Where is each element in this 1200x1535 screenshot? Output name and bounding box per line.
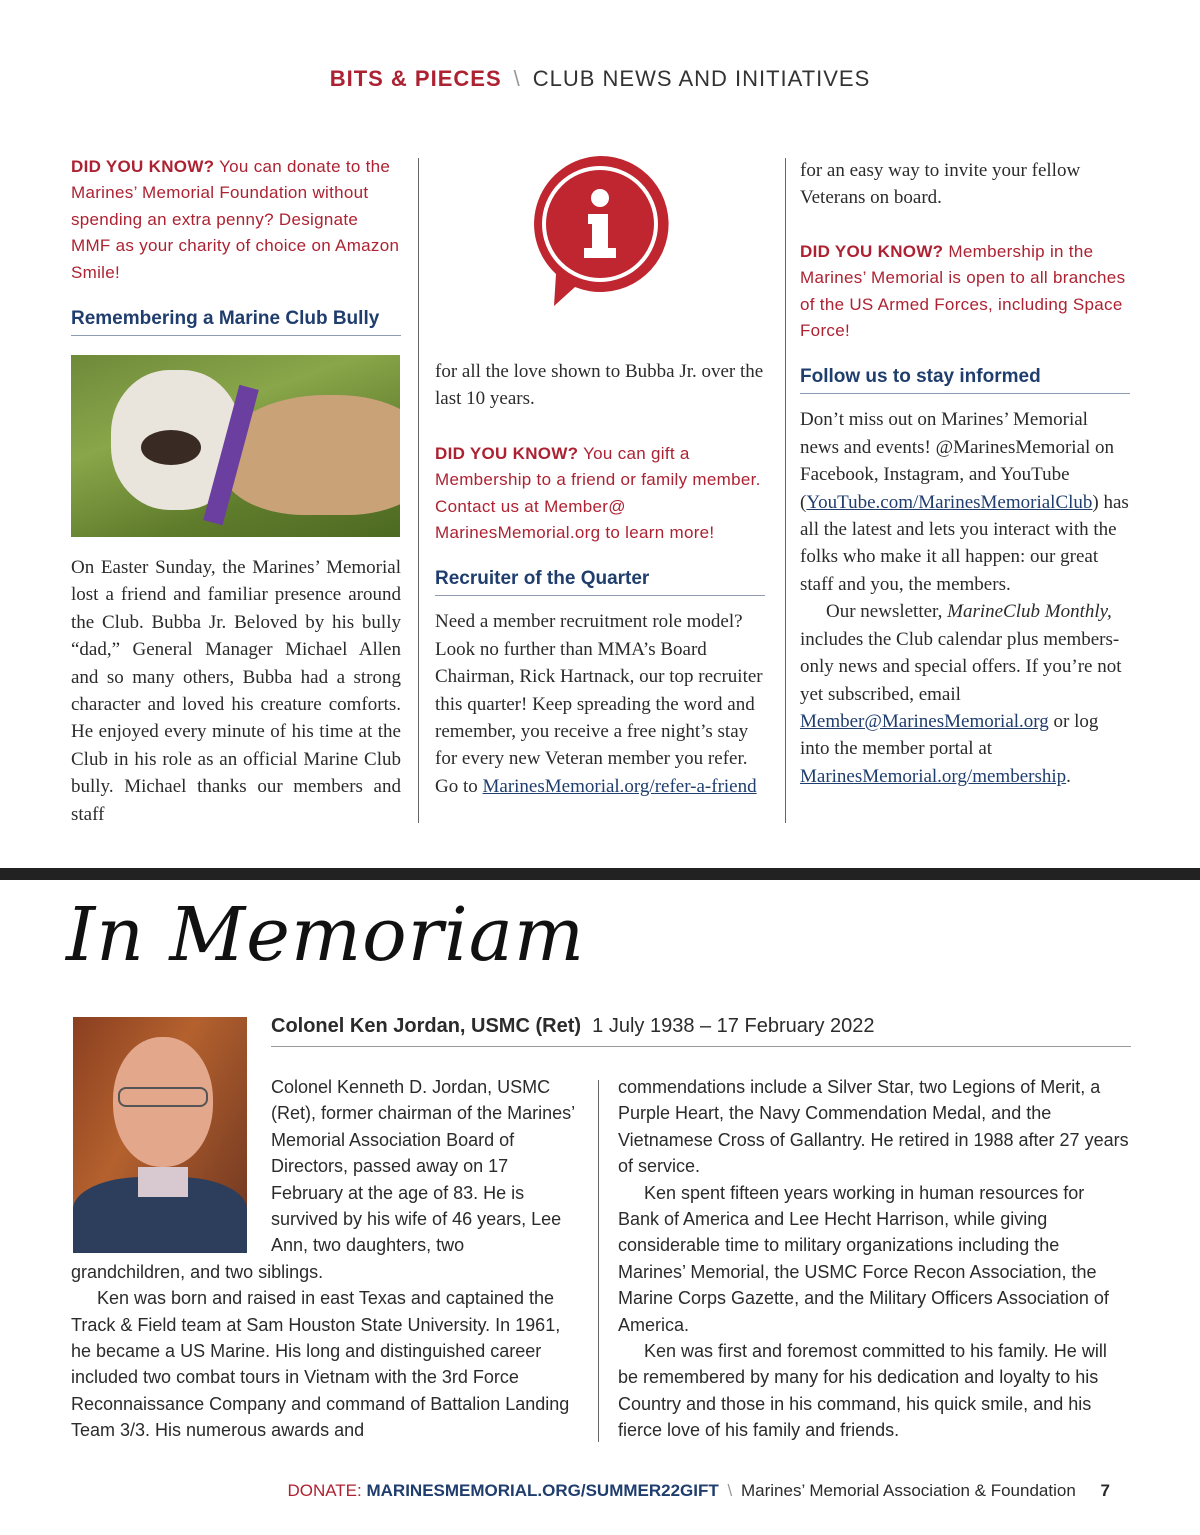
memoriam-dates: 1 July 1938 – 17 February 2022 [592,1015,875,1037]
page-number: 7 [1100,1481,1110,1500]
text: Don’t miss out on Marines’ Memorial news and events! @MarinesMemorial on Facebook, Instagram, and YouTube ( [800,409,1115,513]
section-header [0,66,1200,92]
newsletter-name: MarineClub Monthly, [947,601,1112,623]
recruiter-body [435,608,765,800]
youtube-link[interactable]: YouTube.com/MarinesMemorialClub [806,491,1093,513]
memoriam-paragraph: Ken was born and raised in east Texas and captained the Track & Field team at Sam Houston State University. In 1961, he became a US Marine. His long and distinguished career included two combat tours in Vietnam with the 3rd Force Reconnaissance Company and command of Battalion Landing Team 3/3. His numerous awards and [71,1288,570,1441]
text: includes the Club calendar plus members-only news and special offers. If you’re not yet subscribed, email [800,628,1122,705]
membership-portal-link[interactable]: MarinesMemorial.org/membership [800,765,1067,787]
text: or log into the member portal at [800,710,1099,760]
dyk-text: You can donate to the Marines’ Memorial Foundation without spending an extra penny? Designate MMF as your charity of choice on Amazon Smile! [71,157,400,282]
text: Our newsletter, [826,601,948,623]
dyk-text: Membership in the Marines’ Memorial is open to all branches of the US Armed Forces, including Space Force! [800,241,1126,341]
memoriam-paragraph: Colonel Kenneth D. Jordan, USMC (Ret), former chairman of the Marines’ Memorial Association Board of Directors, passed away on 17 February at the age of 83. He is survived by his wife of 46 years, Lee Ann, two daughters, two grandchildren, and two siblings. [71,1077,575,1282]
donate-link[interactable]: MARINESMEMORIAL.ORG/SUMMER22GIFT [366,1481,719,1500]
refer-a-friend-link[interactable]: MarinesMemorial.org/refer-a-friend [482,775,757,797]
bully-body: On Easter Sunday, the Marines’ Memorial lost a friend and familiar presence around the Club. Bubba Jr. Beloved by his bully “dad,” General Manager Michael Allen and so many others, Bubba had a strong character and loved his creature comforts. He enjoyed every minute of his time at the Club in his role as an official Marine Club bully. Michael thanks our members and staff [71,557,401,825]
section-divider-bar [0,868,1200,880]
info-icon [532,156,672,313]
heading-recruiter: Recruiter of the Quarter [435,568,765,596]
heading-bully: Remembering a Marine Club Bully [71,308,401,336]
recruiter-body-continued: for an easy way to invite your fellow Veterans on board. [800,160,1081,209]
donate-label: DONATE: [287,1481,362,1500]
column-divider [598,1080,599,1442]
bully-body-continued: for all the love shown to Bubba Jr. over the last 10 years. [435,361,764,410]
section-subtitle: CLUB NEWS AND INITIATIVES [532,66,871,91]
column-divider [418,158,419,823]
portrait-spacer [71,1074,271,1254]
memoriam-name: Colonel Ken Jordan, USMC (Ret) [271,1015,582,1037]
memoriam-paragraph: commendations include a Silver Star, two Legions of Merit, a Purple Heart, the Navy Commendation Medal, and the Vietnamese Cross of Gallantry. He retired in 1988 after 27 years of service. [618,1077,1129,1177]
did-you-know-gift [435,441,765,547]
column-divider [785,158,786,823]
heading-follow: Follow us to stay informed [800,366,1130,394]
memoriam-paragraph: Ken was first and foremost committed to his family. He will be remembered by many for his dedication and loyalty to his Country and those in his command, his quick smile, and his fierce love of his family and friends. [618,1341,1107,1441]
page-footer [0,1481,1110,1501]
column-2 [435,358,765,800]
memoriam-title: In Memoriam [66,892,586,978]
did-you-know-amazon [71,154,401,286]
footer-separator: \ [727,1481,733,1500]
follow-paragraph-1 [800,406,1130,598]
section-name: BITS & PIECES [329,66,502,91]
dyk-label: DID YOU KNOW? [71,157,215,176]
memoriam-subject [271,1013,1131,1047]
header-separator: \ [513,66,521,91]
dyk-label: DID YOU KNOW? [435,443,579,463]
memoriam-column-2 [618,1074,1130,1444]
dyk-text: You can gift a Membership to a friend or family member. Contact us at Member@ MarinesMemorial.org to learn more! [435,443,761,543]
member-email-link[interactable]: Member@MarinesMemorial.org [800,710,1049,732]
did-you-know-membership [800,239,1130,345]
dyk-label: DID YOU KNOW? [800,241,944,261]
text: ) has all the latest and lets you interact with the folks who make it all happen: our great staff and you, the members. [800,491,1129,595]
memoriam-paragraph: Ken spent fifteen years working in human resources for Bank of America and Lee Hecht Harrison, while giving considerable time to military organizations including the Marines’ Memorial, the USMC Force Recon Association, the Marine Corps Gazette, and the Military Officers Association of America. [618,1182,1109,1335]
text: . [1066,765,1071,787]
column-3 [800,157,1130,790]
follow-paragraph-2 [800,598,1130,790]
footer-org: Marines’ Memorial Association & Foundation [740,1481,1076,1500]
bulldog-photo [71,355,400,537]
recruiter-text: Need a member recruitment role model? Look no further than MMA’s Board Chairman, Rick Hartnack, our top recruiter this quarter! Keep spreading the word and remember, you receive a free night’s stay for every new Veteran member you refer. Go to [435,611,763,797]
memoriam-column-1 [71,1074,581,1444]
column-1 [71,154,401,828]
